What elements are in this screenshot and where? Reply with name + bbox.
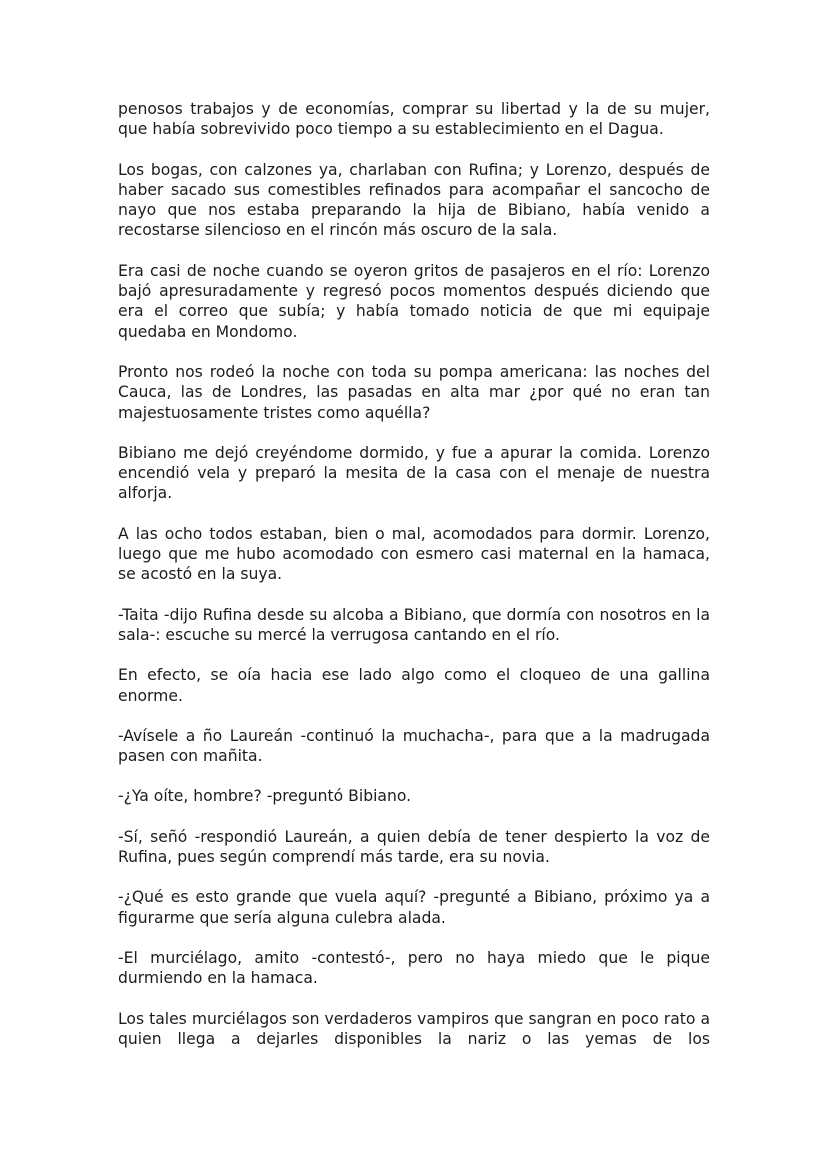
- paragraph: Pronto nos rodeó la noche con toda su pompa americana: las noches del Cauca, las de Londres, las pasadas en alta mar ¿por qué no eran tan majestuosamente tristes como aquélla?: [118, 362, 710, 422]
- paragraph: -¿Ya oíte, hombre? -preguntó Bibiano.: [118, 787, 412, 806]
- paragraph: Era casi de noche cuando se oyeron gritos de pasajeros en el río: Lorenzo bajó apresuradamente y regresó pocos momentos después diciendo que era el correo que subía; y había tomado noticia de que mi equipaje quedaba en Mondomo.: [118, 261, 710, 341]
- paragraph: Bibiano me dejó creyéndome dormido, y fue a apurar la comida. Lorenzo encendió vela y preparó la mesita de la casa con el menaje de nuestra alforja.: [118, 443, 710, 503]
- paragraph: En efecto, se oía hacia ese lado algo como el cloqueo de una gallina enorme.: [118, 666, 710, 705]
- paragraph: Los bogas, con calzones ya, charlaban con Rufina; y Lorenzo, después de haber sacado sus comestibles refinados para acompañar el sancocho de nayo que nos estaba preparando la hija de Bibiano, había venido a recostarse silencioso en el rincón más oscuro de la sala.: [118, 160, 710, 240]
- paragraph: penosos trabajos y de economías, comprar su libertad y la de su mujer, que había sobrevivido poco tiempo a su establecimiento en el Dagua.: [118, 100, 710, 139]
- paragraph: -¿Qué es esto grande que vuela aquí? -pregunté a Bibiano, próximo ya a figurarme que sería alguna culebra alada.: [118, 888, 710, 927]
- document-body: [118, 99, 710, 1049]
- paragraph: -Avísele a ño Laureán -continuó la muchacha-, para que a la madrugada pasen con mañita.: [118, 726, 710, 766]
- paragraph-continued: Los tales murciélagos son verdaderos vampiros que sangran en poco rato a quien llega a dejarles disponibles la nariz o las yemas de los: [118, 1009, 710, 1048]
- paragraph: -Taita -dijo Rufina desde su alcoba a Bibiano, que dormía con nosotros en la sala-: escuche su mercé la verrugosa cantando en el río.: [118, 605, 710, 644]
- paragraph: -Sí, señó -respondió Laureán, a quien debía de tener despierto la voz de Rufina, pues según comprendí más tarde, era su novia.: [118, 827, 710, 867]
- paragraph: -El murciélago, amito -contestó-, pero no haya miedo que le pique durmiendo en la hamaca.: [118, 948, 710, 988]
- paragraph: A las ocho todos estaban, bien o mal, acomodados para dormir. Lorenzo, luego que me hubo acomodado con esmero casi maternal en la hamaca, se acostó en la suya.: [118, 524, 710, 584]
